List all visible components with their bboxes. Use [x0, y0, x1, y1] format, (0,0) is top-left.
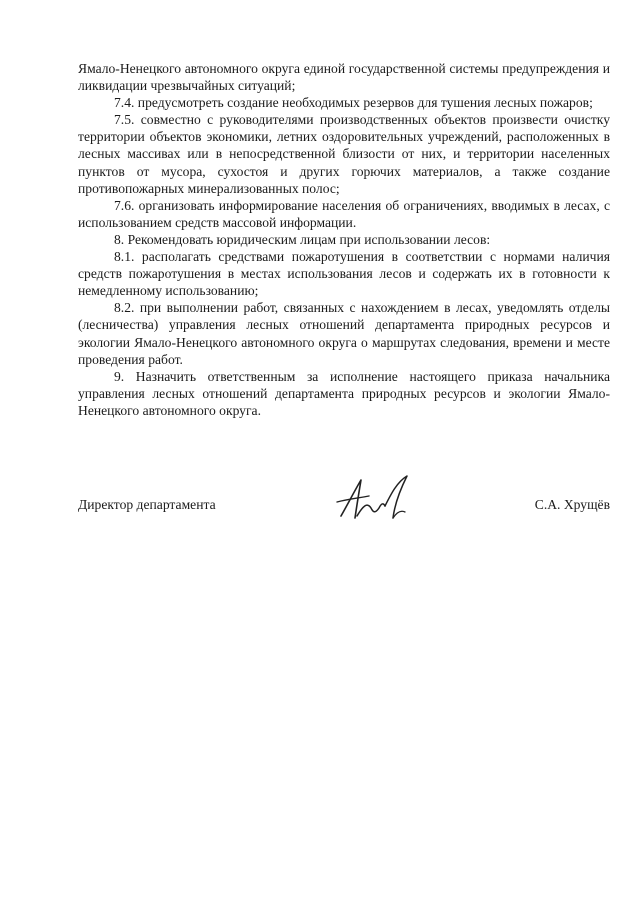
paragraph-9: 9. Назначить ответственным за исполнение настоящего приказа начальника управления лесных отношений департамента природных ресурсов и экологии Ямало-Ненецкого автономного округа.	[78, 368, 610, 418]
paragraph-8: 8. Рекомендовать юридическим лицам при использовании лесов:	[114, 231, 491, 247]
paragraph-8-2: 8.2. при выполнении работ, связанных с нахождением в лесах, уведомлять отделы (лесничества) управления лесных отношений департамента природных ресурсов и экологии Ямало-Ненецкого автономного округа о маршрутах следования, времени и месте проведения работ.	[78, 300, 610, 367]
paragraph-7-4: 7.4. предусмотреть создание необходимых резервов для тушения лесных пожаров;	[114, 95, 593, 111]
paragraph-8-1: 8.1. располагать средствами пожаротушения в соответствии с нормами наличия средств пожаротушения в местах использования лесов и содержать их в готовности к немедленному использованию;	[78, 249, 610, 299]
handwritten-signature	[335, 472, 415, 524]
document-body	[78, 60, 610, 419]
paragraph-continuation: Ямало-Ненецкого автономного округа единой государственной системы предупреждения и ликвидации чрезвычайных ситуаций;	[78, 61, 610, 94]
signer-position: Директор департамента	[78, 497, 216, 512]
paragraph-7-6: 7.6. организовать информирование населения об ограничениях, вводимых в лесах, с использованием средств массовой информации.	[78, 197, 610, 230]
paragraph-7-5: 7.5. совместно с руководителями производственных объектов произвести очистку территории объектов экономики, летних оздоровительных учреждений, расположенных в лесных массивах или в непосредственной близости от них, и территории населенных пунктов от мусора, сухостоя и других горючих материалов, а также создание противопожарных минерализованных полос;	[78, 112, 610, 196]
signer-name: С.А. Хрущёв	[534, 497, 610, 512]
